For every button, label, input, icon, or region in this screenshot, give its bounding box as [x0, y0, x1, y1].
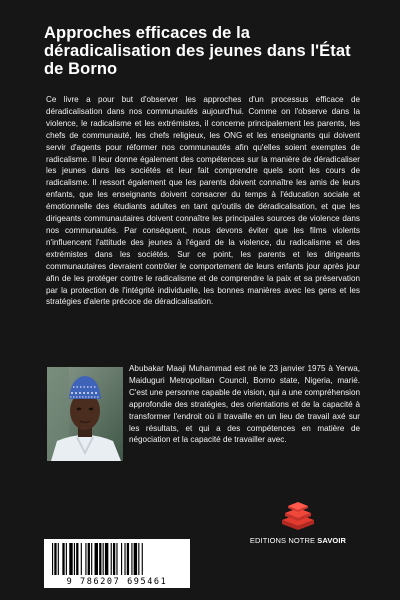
barcode-bar	[62, 543, 64, 575]
book-title: Approches efficaces de la déradicalisation des jeunes dans l'État de Borno	[44, 24, 351, 78]
book-summary: Ce livre a pour but d'observer les approches d'un processus efficace de déradicalisation dans nos communautés aujourd'hui. Comme on l'observe dans la violence, le radicalisme et les extrémistes, il concerne principalement les parents, les chefs de communauté, les chefs religieux, les ONG et les enseignants qui doivent servir d'agents pour réformer nos communautés afin qu'elles soient exemptes de radicalisme. Il leur donne également des compétences sur la manière de déradicaliser les jeunes dans les sociétés et leur fait comprendre quels sont les cours de radicalisme. Il ressort également que les parents doivent connaître les amis de leurs enfants, que les enseignants doivent consacrer du temps à l'éducation sociale et émotionnelle des étudiants adultes en tant qu'outils de déradicalisation, et que les dirigeants communautaires doivent connaître les principales sources de violence dans nos communautés. Par conséquent, nous devons éviter que les films violents n'influencent l'attitude des jeunes à l'égard de la violence, du radicalisme et des extrémistes dans les sociétés. Sur ce point, les parents et les dirigeants communautaires devraient contrôler le comportement de leurs enfants jour après jour afin de les protéger contre le radicalisme et de comprendre la paix et sa préservation par la protection de l'intégrité individuelle, les bonnes manières avec les gens et les stratégies d'alerte précoce de déradicalisation.	[46, 95, 360, 307]
publisher-logo	[246, 500, 350, 554]
barcode-bar	[74, 543, 75, 575]
barcode-bar	[58, 543, 59, 575]
isbn-barcode	[44, 539, 190, 588]
barcode-bar	[81, 543, 82, 575]
isbn-number: 9 786207 695461	[44, 577, 190, 587]
barcode-bar	[127, 543, 129, 575]
barcode-bar	[88, 543, 90, 575]
barcode-bar	[142, 543, 143, 575]
barcode-bars	[44, 539, 190, 577]
author-photo	[47, 367, 123, 461]
barcode-bar	[85, 543, 86, 575]
barcode-bar	[111, 543, 112, 575]
barcode-bar	[105, 543, 108, 575]
publisher-name-part2: SAVOIR	[317, 536, 347, 545]
barcode-bar	[121, 543, 122, 575]
barcode-bar	[76, 543, 78, 575]
barcode-bar	[91, 543, 92, 575]
barcode-bar	[103, 543, 104, 575]
barcode-bar	[138, 543, 139, 575]
barcode-bar	[66, 543, 67, 575]
barcode-bar	[134, 543, 137, 575]
barcode-bar	[131, 543, 132, 575]
publisher-name	[246, 536, 350, 545]
barcode-bar	[69, 543, 72, 575]
book-stack-icon	[279, 500, 317, 532]
barcode-bar	[95, 543, 98, 575]
barcode-bar	[54, 543, 56, 575]
author-portrait-image	[47, 367, 123, 461]
barcode-bar	[52, 543, 53, 575]
publisher-name-part1: EDITIONS NOTRE	[249, 536, 318, 545]
author-biography: Abubakar Maaji Muhammad est né le 23 janvier 1975 à Yerwa, Maiduguri Metropolitan Council, Borno state, Nigeria, marié. C'est une personne capable de vision, qui a une compréhension approfondie des stratégies, des orientations et de la capacité à transformer l'endroit où il travaille en un lieu de travail axé sur les résultats, et qui a des compétences en matière de négociation et la capacité de travailler avec.	[129, 364, 361, 445]
barcode-bar	[99, 543, 101, 575]
barcode-bar	[124, 543, 125, 575]
barcode-bar	[113, 543, 115, 575]
barcode-bar	[116, 543, 117, 575]
